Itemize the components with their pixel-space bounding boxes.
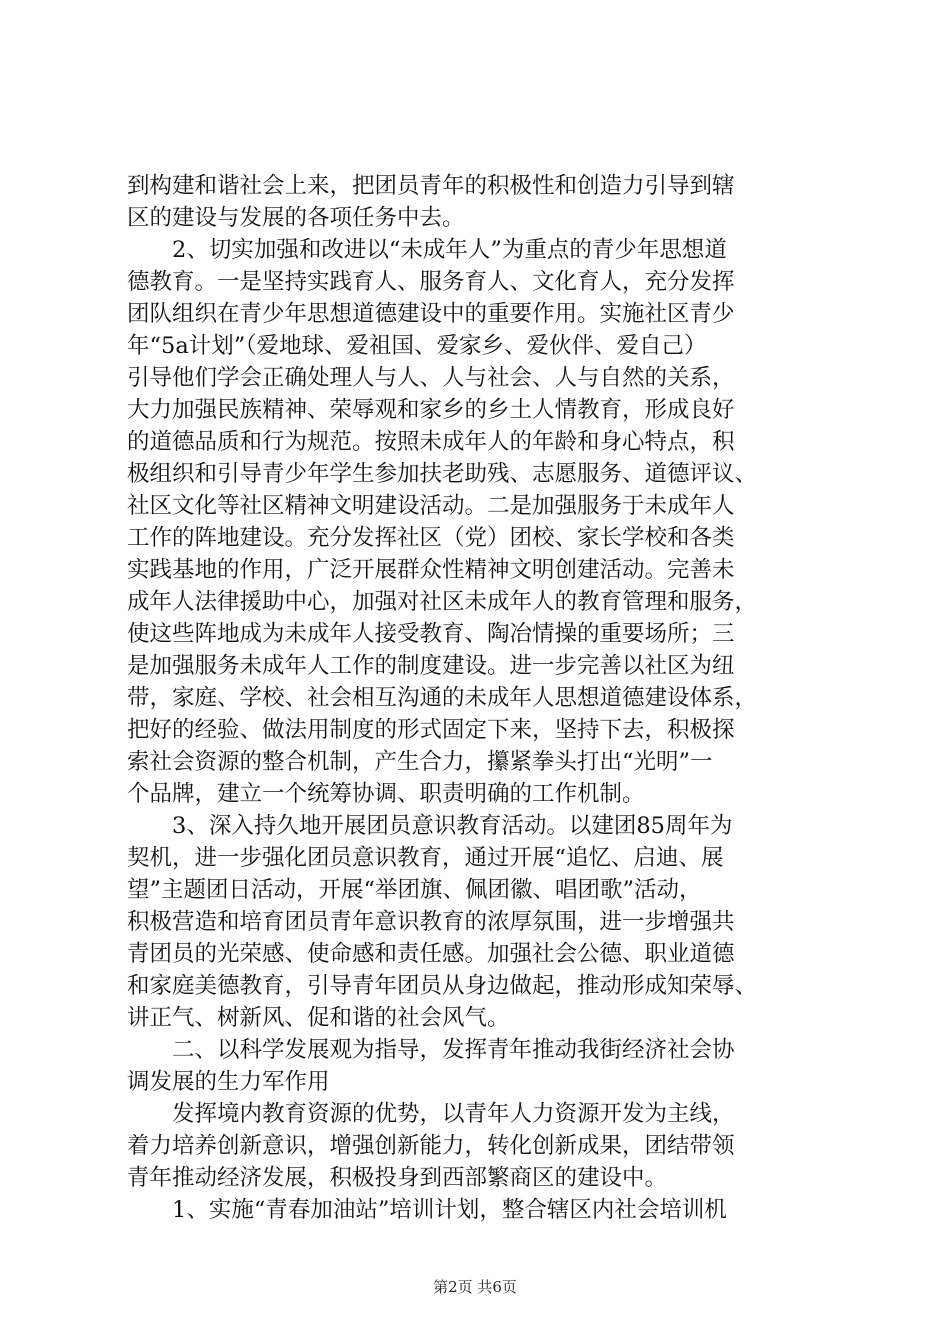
text-line: 1、实施“青春加油站”培训计划，整合辖区内社会培训机 [127, 1197, 727, 1223]
text-line: 积极营造和培育团员青年意识教育的浓厚氛围，进一步增强共 [127, 909, 735, 935]
text-line: 引导他们学会正确处理人与人、人与社会、人与自然的关系， [127, 365, 735, 391]
text-line: 2、切实加强和改进以“未成年人”为重点的青少年思想道 [127, 237, 727, 263]
text-line: 调发展的生力军作用 [127, 1069, 330, 1095]
text-line: 二、以科学发展观为指导，发挥青年推动我街经济社会协 [127, 1037, 735, 1063]
text-line: 和家庭美德教育，引导青年团员从身边做起，推动形成知荣辱、 [127, 973, 758, 999]
text-line: 契机，进一步强化团员意识教育，通过开展“追忆、启迪、展 [127, 845, 724, 871]
body-text [127, 170, 847, 1226]
text-line: 到构建和谐社会上来，把团员青年的积极性和创造力引导到辖 [127, 173, 735, 199]
text-line: 是加强服务未成年人工作的制度建设。进一步完善以社区为纽 [127, 653, 735, 679]
text-line: 把好的经验、做法用制度的形式固定下来，坚持下去，积极探 [127, 717, 735, 743]
text-line: 工作的阵地建设。充分发挥社区（党）团校、家长学校和各类 [127, 525, 735, 551]
text-line: 个品牌，建立一个统筹协调、职责明确的工作机制。 [127, 781, 645, 807]
text-line: 望”主题团日活动，开展“举团旗、佩团徽、唱团歌”活动， [127, 877, 702, 903]
text-line: 青团员的光荣感、使命感和责任感。加强社会公德、职业道德 [127, 941, 735, 967]
text-line: 使这些阵地成为未成年人接受教育、陶冶情操的重要场所；三 [127, 621, 735, 647]
text-line: 带，家庭、学校、社会相互沟通的未成年人思想道德建设体系， [127, 685, 758, 711]
text-line: 大力加强民族精神、荣辱观和家乡的乡土人情教育，形成良好 [127, 397, 735, 423]
text-line: 团队组织在青少年思想道德建设中的重要作用。实施社区青少 [127, 301, 735, 327]
text-line: 着力培养创新意识，增强创新能力，转化创新成果，团结带领 [127, 1133, 735, 1159]
text-line: 讲正气、树新风、促和谐的社会风气。 [127, 1005, 510, 1031]
text-line: 极组织和引导青少年学生参加扶老助残、志愿服务、道德评议、 [127, 461, 758, 487]
text-line: 青年推动经济发展，积极投身到西部繁商区的建设中。 [127, 1165, 668, 1191]
text-line: 3、深入持久地开展团员意识教育活动。以建团85周年为 [127, 813, 733, 839]
text-line: 实践基地的作用，广泛开展群众性精神文明创建活动。完善未 [127, 557, 735, 583]
text-line: 发挥境内教育资源的优势，以青年人力资源开发为主线， [127, 1101, 735, 1127]
page-footer: 第2页 共6页 [433, 1278, 517, 1296]
text-line: 的道德品质和行为规范。按照未成年人的年龄和身心特点，积 [127, 429, 735, 455]
text-line: 年“5a计划”（爱地球、爱祖国、爱家乡、爱伙伴、爱自己） [127, 333, 707, 359]
text-line: 德教育。一是坚持实践育人、服务育人、文化育人，充分发挥 [127, 269, 735, 295]
text-line: 索社会资源的整合机制，产生合力，攥紧拳头打出“光明”一 [127, 749, 713, 775]
text-line: 区的建设与发展的各项任务中去。 [127, 205, 465, 231]
text-line: 成年人法律援助中心，加强对社区未成年人的教育管理和服务， [127, 589, 758, 615]
text-line: 社区文化等社区精神文明建设活动。二是加强服务于未成年人 [127, 493, 735, 519]
